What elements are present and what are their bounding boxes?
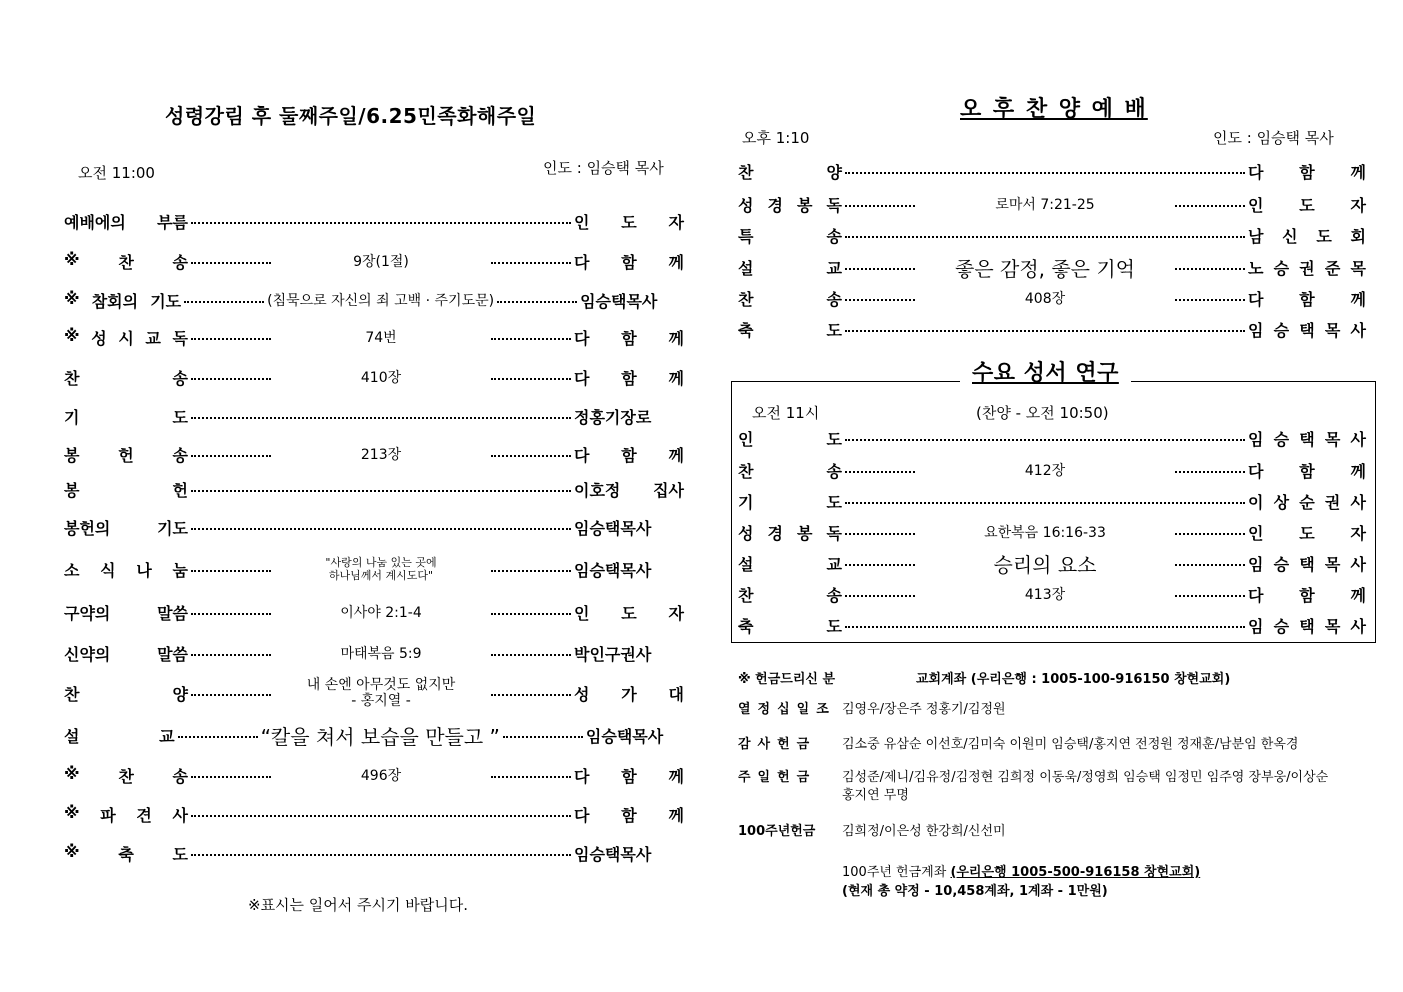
dot-leader	[191, 455, 271, 457]
centennial-label: 100주년 헌금계좌	[842, 865, 951, 880]
order-label: 특 송	[738, 226, 842, 246]
order-detail: “칼을 쳐서 보습을 만들고 ”	[260, 724, 500, 749]
dot-leader	[845, 564, 915, 566]
dot-leader	[191, 694, 271, 696]
centennial-account: (우리은행 1005-500-916158 창현교회)	[950, 865, 1201, 880]
order-label: 찬 양	[738, 162, 842, 182]
service-time: 오전 11:00	[78, 164, 155, 182]
order-detail: 213장	[360, 447, 402, 463]
offering-names: 김영우/장은주 정홍기/김정원	[842, 702, 1006, 717]
dot-leader	[1175, 299, 1245, 301]
dot-leader	[178, 736, 258, 738]
order-person: 다 함 께	[574, 252, 684, 272]
page-title: 성령강림 후 둘째주일/6.25민족화해주일	[165, 104, 537, 128]
order-person: 인 도 자	[574, 603, 684, 623]
order-row	[64, 324, 684, 350]
order-label: 찬 양	[64, 684, 188, 704]
order-person: 남 신 도 회	[1248, 226, 1366, 246]
order-label: ※ 찬 송	[64, 763, 188, 786]
order-detail: 408장	[1024, 291, 1066, 307]
order-row	[64, 640, 684, 666]
dot-leader	[191, 378, 271, 380]
order-label: ※ 참회의 기도	[64, 288, 182, 311]
order-row	[738, 285, 1366, 311]
order-person: 노 승 권 준 목	[1248, 258, 1366, 278]
pledge-status: (현재 총 약정 - 10,458계좌, 1계좌 - 1만원)	[842, 884, 1108, 899]
dot-leader	[491, 776, 571, 778]
wednesday-time: 오전 11시	[752, 404, 820, 422]
order-person: 정홍기장로	[574, 407, 652, 427]
order-person: 인 도 자	[574, 212, 684, 232]
dot-leader	[1175, 268, 1245, 270]
afternoon-time: 오후 1:10	[742, 129, 810, 147]
dot-leader	[191, 528, 571, 530]
order-label: 인 도	[738, 429, 842, 449]
order-row	[64, 248, 684, 274]
dot-leader	[845, 471, 915, 473]
order-detail: 이사야 2:1-4	[340, 605, 422, 621]
dot-leader	[1175, 205, 1245, 207]
wednesday-praise-time: (찬양 - 오전 10:50)	[976, 404, 1109, 422]
order-person: 다 함 께	[574, 445, 684, 465]
order-label: 축 도	[738, 616, 842, 636]
offering-type: 열정십일조	[738, 702, 836, 717]
order-label: 봉헌의 기도	[64, 518, 188, 538]
offering-type: 100주년헌금	[738, 824, 816, 839]
order-person: 임 승 택 목 사	[1248, 616, 1366, 636]
order-detail: 9장(1절)	[353, 254, 409, 270]
order-person: 임 승 택 목 사	[1248, 429, 1366, 449]
order-detail: (침묵으로 자신의 죄 고백 · 주기도문)	[267, 293, 495, 309]
offering-names: 김희정/이은성 한강희/신선미	[842, 824, 1006, 839]
dot-leader	[491, 455, 571, 457]
dot-leader	[191, 490, 571, 492]
dot-leader	[845, 330, 1245, 332]
dot-leader	[491, 262, 571, 264]
order-label: 찬 송	[738, 585, 842, 605]
dot-leader	[191, 262, 271, 264]
dot-leader	[845, 236, 1245, 238]
order-row	[738, 612, 1366, 638]
order-row	[738, 581, 1366, 607]
order-detail: 요한복음 16:16-33	[984, 525, 1106, 541]
order-person: 임승택목사	[574, 518, 652, 538]
offering-row	[738, 766, 1378, 803]
order-row	[738, 316, 1366, 342]
offering-names: 김성준/제니/김유정/김정현 김희정 이동욱/정영희 임승택 임정민 임주영 장부웅/이상순	[842, 770, 1329, 785]
order-row	[64, 403, 684, 429]
order-row	[64, 801, 684, 827]
offering-names-continued: 홍지연 무명	[842, 788, 909, 803]
order-person: 다 함 께	[1248, 461, 1366, 481]
order-label: 설 교	[64, 726, 175, 746]
order-person: 다 함 께	[1248, 289, 1366, 309]
order-person: 이 상 순 권 사	[1248, 492, 1366, 512]
dot-leader	[191, 654, 271, 656]
order-label: ※ 찬 송	[64, 249, 188, 272]
order-detail: 496장	[360, 768, 402, 784]
order-label: 찬 송	[738, 461, 842, 481]
order-row	[64, 476, 684, 502]
order-label: 구약의 말씀	[64, 603, 188, 623]
order-detail: 410장	[360, 370, 402, 386]
order-detail: 승리의 요소	[993, 552, 1097, 577]
dot-leader	[1175, 564, 1245, 566]
order-label: 기 도	[64, 407, 188, 427]
offering-row	[738, 698, 1378, 717]
offering-header: ※ 헌금드리신 분	[738, 672, 836, 687]
dot-leader	[1175, 471, 1245, 473]
order-label: 찬 송	[738, 289, 842, 309]
order-label: 기 도	[738, 492, 842, 512]
order-person: 임승택목사	[574, 560, 652, 580]
order-row	[738, 425, 1366, 451]
order-label: 봉 헌 송	[64, 445, 188, 465]
order-person: 다 함 께	[1248, 162, 1366, 182]
dot-leader	[191, 338, 271, 340]
order-row	[738, 488, 1366, 514]
order-row	[64, 514, 684, 540]
dot-leader	[845, 626, 1245, 628]
dot-leader	[845, 533, 915, 535]
dot-leader	[845, 299, 915, 301]
order-detail: 내 손엔 아무것도 없지만 - 홍지열 -	[306, 677, 456, 709]
order-person: 임 승 택 목 사	[1248, 320, 1366, 340]
order-label: ※ 파 견 사	[64, 802, 188, 825]
dot-leader	[1175, 595, 1245, 597]
dot-leader	[845, 268, 915, 270]
order-row	[64, 677, 684, 709]
order-detail: 413장	[1024, 587, 1066, 603]
order-label: 설 교	[738, 258, 842, 278]
dot-leader	[845, 172, 1245, 174]
order-row	[64, 364, 684, 390]
order-label: 예배에의 부름	[64, 212, 188, 232]
order-label: 성 경 봉 독	[738, 195, 842, 215]
order-row	[738, 550, 1366, 576]
order-row	[64, 287, 684, 313]
order-person: 임승택목사	[585, 726, 664, 746]
dot-leader	[191, 854, 571, 856]
order-detail: 412장	[1024, 463, 1066, 479]
order-person: 다 함 께	[574, 805, 684, 825]
order-person: 인 도 자	[1248, 523, 1366, 543]
order-label: ※ 성 시 교 독	[64, 325, 188, 348]
dot-leader	[497, 301, 577, 303]
order-person: 다 함 께	[574, 766, 684, 786]
offering-row	[738, 733, 1378, 752]
dot-leader	[845, 205, 915, 207]
dot-leader	[845, 595, 915, 597]
order-label: 소 식 나 눔	[64, 560, 188, 580]
church-account: 교회계좌 (우리은행 : 1005-100-916150 창현교회)	[916, 672, 1231, 687]
order-detail: 74번	[365, 330, 397, 346]
dot-leader	[491, 694, 571, 696]
order-row	[64, 762, 684, 788]
afternoon-title: 오 후 찬 양 예 배	[960, 97, 1148, 122]
order-detail: 로마서 7:21-25	[995, 197, 1095, 213]
order-label: 찬 송	[64, 368, 188, 388]
offering-type: 감사헌금	[738, 737, 817, 752]
dot-leader	[191, 222, 571, 224]
dot-leader	[1175, 533, 1245, 535]
order-row	[64, 722, 684, 748]
offering-names: 김소중 유삼순 이선호/김미숙 이원미 임승택/홍지연 전정원 정재훈/남분임 한옥경	[842, 737, 1299, 752]
wednesday-title: 수요 성서 연구	[960, 356, 1131, 387]
service-leader: 인도 : 임승택 목사	[543, 159, 664, 177]
order-row	[64, 599, 684, 625]
dot-leader	[491, 338, 571, 340]
offering-type: 주일헌금	[738, 770, 817, 785]
order-label: 축 도	[738, 320, 842, 340]
offering-row	[738, 820, 1378, 839]
order-row	[738, 519, 1366, 545]
order-label: 성 경 봉 독	[738, 523, 842, 543]
order-label: ※ 축 도	[64, 841, 188, 864]
order-row	[738, 254, 1366, 280]
order-row	[64, 441, 684, 467]
order-detail: 좋은 감정, 좋은 기억	[955, 256, 1135, 281]
order-person: 박인구권사	[574, 644, 652, 664]
dot-leader	[491, 570, 571, 572]
order-person: 임승택목사	[574, 844, 652, 864]
order-detail: 마태복음 5:9	[340, 646, 422, 662]
order-row	[738, 222, 1366, 248]
order-label: 봉 헌	[64, 480, 188, 500]
dot-leader	[191, 776, 271, 778]
order-row	[64, 840, 684, 866]
order-person: 다 함 께	[574, 328, 684, 348]
standing-note: ※표시는 일어서 주시기 바랍니다.	[248, 896, 469, 914]
dot-leader	[191, 417, 571, 419]
order-detail: "사랑의 나눔 있는 곳에 하나님께서 계시도다"	[325, 556, 437, 582]
dot-leader	[503, 736, 583, 738]
afternoon-leader: 인도 : 임승택 목사	[1213, 129, 1334, 147]
dot-leader	[191, 613, 271, 615]
order-row	[738, 158, 1366, 184]
dot-leader	[491, 378, 571, 380]
dot-leader	[184, 301, 264, 303]
order-row	[64, 556, 684, 582]
order-person: 임 승 택 목 사	[1248, 554, 1366, 574]
dot-leader	[491, 613, 571, 615]
order-label: 신약의 말씀	[64, 644, 188, 664]
order-row	[738, 457, 1366, 483]
dot-leader	[491, 654, 571, 656]
dot-leader	[845, 502, 1245, 504]
order-row	[738, 191, 1366, 217]
order-person: 다 함 께	[1248, 585, 1366, 605]
order-label: 설 교	[738, 554, 842, 574]
order-person: 인 도 자	[1248, 195, 1366, 215]
order-person: 임승택목사	[580, 291, 658, 311]
order-person: 성 가 대	[574, 684, 684, 704]
order-person: 다 함 께	[574, 368, 684, 388]
dot-leader	[191, 570, 271, 572]
dot-leader	[191, 815, 571, 817]
order-row	[64, 208, 684, 234]
dot-leader	[845, 439, 1245, 441]
order-person: 이호정 집사	[574, 480, 684, 500]
